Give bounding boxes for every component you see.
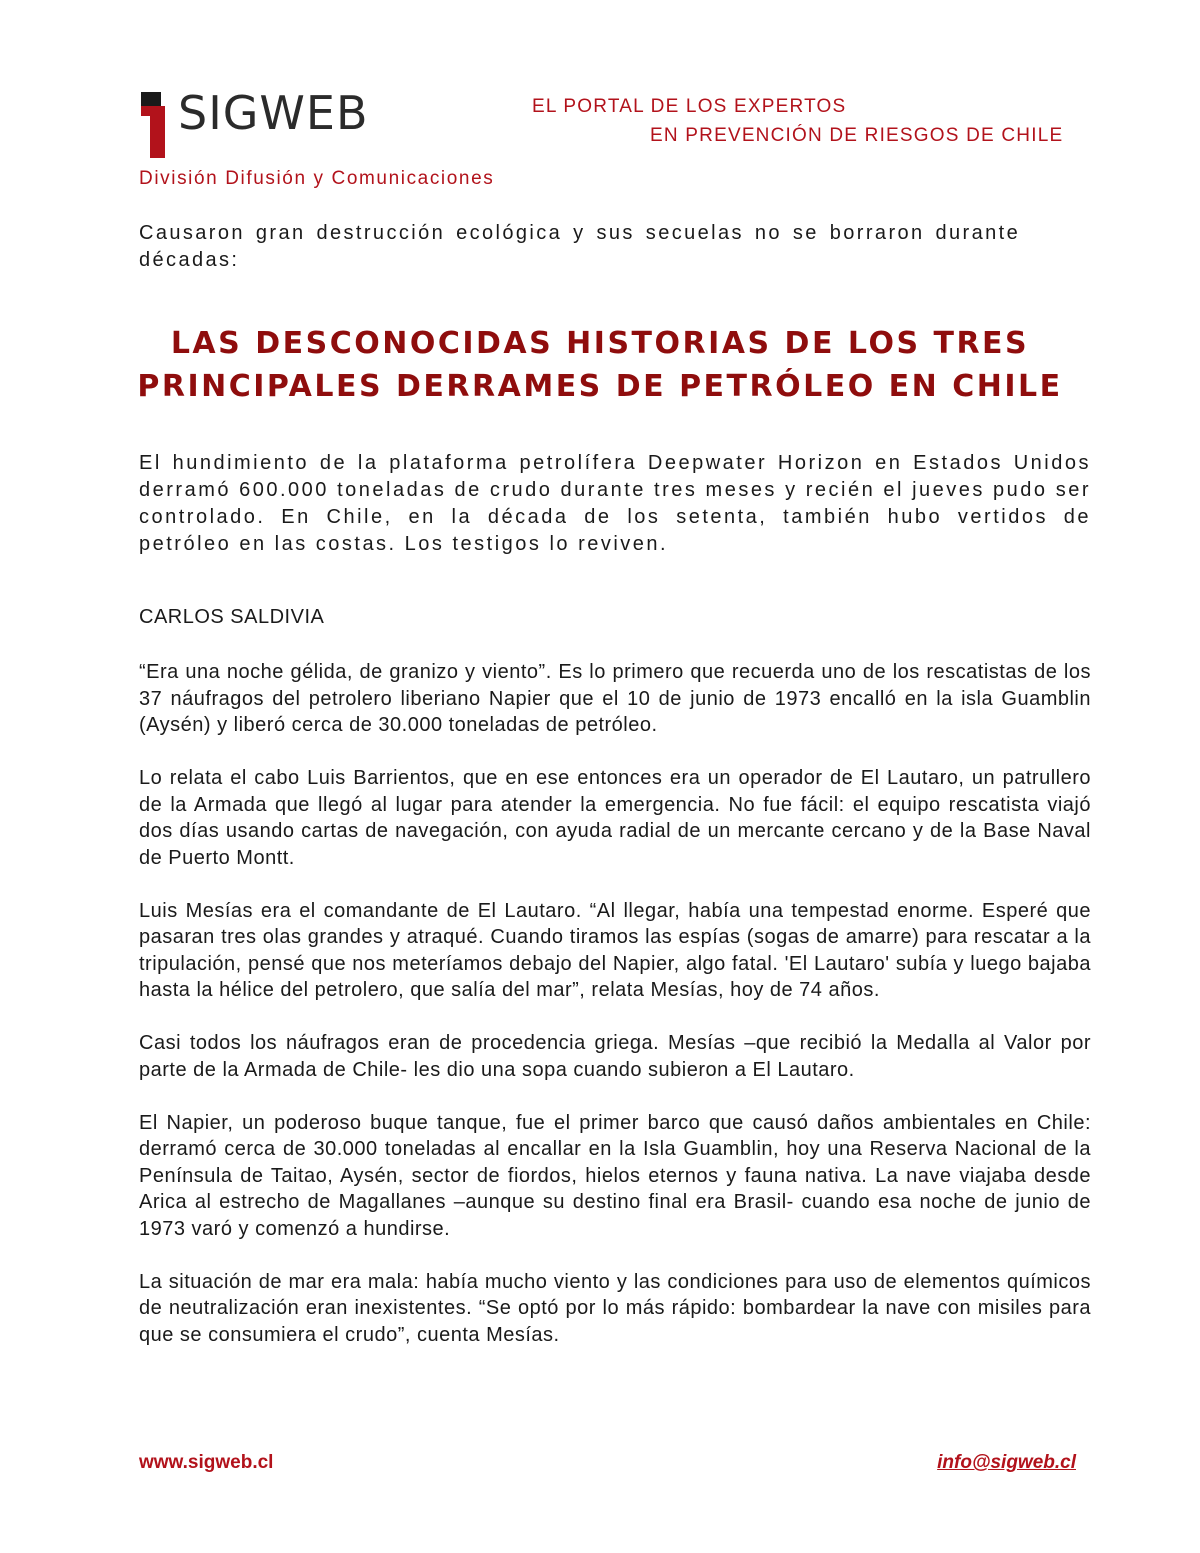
paragraph: La situación de mar era mala: había mucho viento y las condiciones para uso de elementos químicos de neutralización eran inexistentes. “Se optó por lo más rápido: bombardear la nave con misiles para que se consumiera el crudo”, cuenta Mesías. bbox=[139, 1270, 1091, 1346]
author-byline: CARLOS SALDIVIA bbox=[139, 606, 325, 628]
article-lead: El hundimiento de la plataforma petrolífera Deepwater Horizon en Estados Unidos derramó 600.000 toneladas de crudo durante tres meses y recién el jueves pudo ser controlado. En Chile, en la década de los setenta, también hubo vertidos de petróleo en las costas. Los testigos lo reviven. bbox=[139, 452, 1091, 555]
sigweb-logo bbox=[141, 88, 391, 160]
paragraph: Casi todos los náufragos eran de procedencia griega. Mesías –que recibió la Medalla al Valor por parte de la Armada de Chile- les dio una sopa cuando subieron a El Lautaro. bbox=[139, 1032, 1091, 1081]
article-intro: Causaron gran destrucción ecológica y sus secuelas no se borraron durante décadas: bbox=[139, 222, 1021, 271]
tagline-line1: EL PORTAL DE LOS EXPERTOS bbox=[532, 96, 847, 117]
paragraph: “Era una noche gélida, de granizo y viento”. Es lo primero que recuerda uno de los rescatistas de los 37 náufragos del petrolero liberiano Napier que el 10 de junio de 1973 encalló en la isla Guamblin (Aysén) y liberó cerca de 30.000 toneladas de petróleo. bbox=[139, 661, 1091, 736]
footer-email-link[interactable]: info@sigweb.cl bbox=[937, 1452, 1076, 1473]
article-title bbox=[90, 322, 1110, 408]
article-body bbox=[139, 659, 1091, 1375]
paragraph: Luis Mesías era el comandante de El Lautaro. “Al llegar, había una tempestad enorme. Esperé que pasaran tres olas grandes y atraqué. Cuando tiramos las espías (sogas de amarre) para rescatar a la tripulación, pensé que nos meteríamos debajo del Napier, algo fatal. 'El Lautaro' subía y luego bajaba hasta la hélice del petrolero, que salía del mar”, relata Mesías, hoy de 74 años. bbox=[139, 899, 1091, 1001]
tagline-line2: EN PREVENCIÓN DE RIESGOS DE CHILE bbox=[650, 125, 1064, 146]
paragraph: El Napier, un poderoso buque tanque, fue el primer barco que causó daños ambientales en Chile: derramó cerca de 30.000 toneladas al encallar en la Isla Guamblin, hoy una Reserva Nacional de la Península de Taitao, Aysén, sector de fiordos, hielos eternos y fauna nativa. La nave viajaba desde Arica al estrecho de Magallanes –aunque su destino final era Brasil- cuando esa noche de junio de 1973 varó y comenzó a hundirse. bbox=[139, 1111, 1091, 1240]
division-label: División Difusión y Comunicaciones bbox=[139, 168, 495, 189]
footer-website-link[interactable]: www.sigweb.cl bbox=[139, 1452, 274, 1473]
logo-text: SIGWEB bbox=[178, 86, 369, 140]
paragraph: Lo relata el cabo Luis Barrientos, que en ese entonces era un operador de El Lautaro, un patrullero de la Armada que llegó al lugar para atender la emergencia. No fue fácil: el equipo rescatista viajó dos días usando cartas de navegación, con ayuda radial de un mercante cercano y de la Base Naval de Puerto Montt. bbox=[139, 767, 1091, 869]
logo-mark-icon bbox=[141, 88, 177, 158]
title-line2: PRINCIPALES DERRAMES DE PETRÓLEO EN CHILE bbox=[137, 369, 1063, 404]
title-line1: LAS DESCONOCIDAS HISTORIAS DE LOS TRES bbox=[170, 326, 1030, 361]
